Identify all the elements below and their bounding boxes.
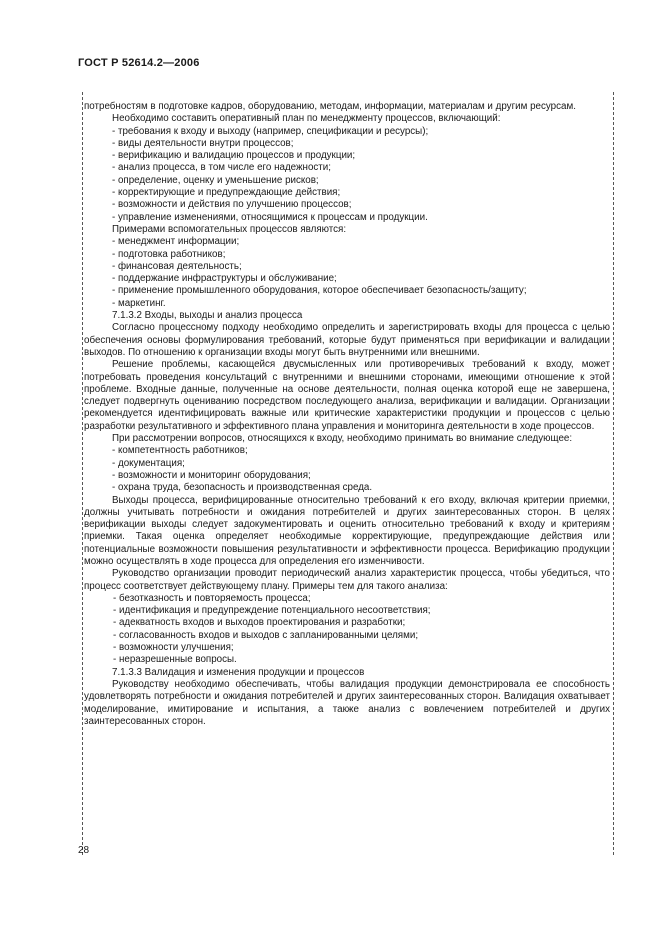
list-item: - идентификация и предупреждение потенциального несоответствия; — [113, 605, 431, 617]
document-header: ГОСТ Р 52614.2—2006 — [78, 57, 200, 69]
section-heading: 7.1.3.2 Входы, выходы и анализ процесса — [112, 310, 303, 322]
list-item: - документация; — [112, 457, 185, 469]
paragraph: Руководство организации проводит периодический анализ характеристик процесса, чтобы убедиться, что процесс соответствует действующему плану. Примеры тем для такого анализа: — [84, 568, 610, 592]
list-item: - возможности и действия по улучшению процессов; — [112, 199, 352, 211]
paragraph: При рассмотрении вопросов, относящихся к входу, необходимо принимать во внимание следующее: — [112, 433, 573, 445]
paragraph: потребностям в подготовке кадров, оборудованию, методам, информации, материалам и другим ресурсам. — [84, 101, 576, 112]
paragraph: Выходы процесса, верифицированные относительно требований к его входу, включая критерии приемки, должны учитывать потребности и ожидания потребителей и других заинтересованных сторон. В целях верификации выходы следует задокументировать и оценить относительно требований к входу и критериям приемки. Такая оценка определяет необходимые корректирующие, предупреждающие действия или потенциальные возможности повышения результативности и эффективности процесса. Верификацию продукции можно осуществлять в ходе процесса для определения его изменчивости. — [84, 494, 610, 567]
list-item: - верификацию и валидацию процессов и продукции; — [112, 150, 356, 162]
list-item: - управление изменениями, относящимися к процессам и продукции. — [112, 211, 428, 223]
left-margin-line — [82, 92, 83, 855]
list-item: - финансовая деятельность; — [112, 260, 242, 272]
list-item: - маркетинг. — [112, 297, 166, 309]
list-item: - охрана труда, безопасность и производственная среда. — [112, 482, 373, 494]
section-heading: 7.1.3.3 Валидация и изменения продукции и процессов — [112, 666, 365, 678]
list-item: - требования к входу и выходу (например, спецификации и ресурсы); — [112, 125, 429, 137]
list-item: - анализ процесса, в том числе его надежности; — [112, 162, 331, 174]
list-item: - возможности улучшения; — [113, 642, 234, 654]
list-item: - менеджмент информации; — [112, 236, 240, 248]
list-item: - применение промышленного оборудования, которое обеспечивает безопасность/защиту; — [112, 285, 527, 297]
list-item: - неразрешенные вопросы. — [113, 654, 237, 666]
paragraph: Необходимо составить оперативный план по менеджменту процессов, включающий: — [112, 113, 501, 125]
document-body — [84, 101, 610, 728]
list-item: - виды деятельности внутри процессов; — [112, 137, 294, 149]
list-item: - компетентность работников; — [112, 445, 248, 457]
paragraph: Руководству необходимо обеспечивать, чтобы валидация продукции демонстрировала ее способность удовлетворять потребности и ожидания потребителей и других заинтересованных сторон. Валидация охватывает моделирование, имитирование и испытания, а также анализ с вовлечением потребителей и других заинтересованных сторон. — [84, 678, 610, 727]
list-item: - согласованность входов и выходов с запланированными целями; — [113, 629, 419, 641]
paragraph: Примерами вспомогательных процессов являются: — [112, 223, 347, 235]
right-margin-line — [613, 92, 614, 855]
list-item: - подготовка работников; — [112, 248, 226, 260]
paragraph: Согласно процессному подходу необходимо определить и зарегистрировать входы для процесса с целью обеспечения основы формулирования требований, которые будут применяться при верификации и валидации выходов. По отношению к организации входы могут быть внутренними или внешними. — [84, 322, 610, 358]
list-item: - безотказность и повторяемость процесса; — [113, 592, 311, 604]
list-item: - определение, оценку и уменьшение рисков; — [112, 174, 319, 186]
list-item: - возможности и мониторинг оборудования; — [112, 469, 311, 481]
list-item: - адекватность входов и выходов проектирования и разработки; — [113, 617, 406, 629]
list-item: - корректирующие и предупреждающие действия; — [112, 187, 341, 199]
list-item: - поддержание инфраструктуры и обслуживание; — [112, 273, 337, 285]
page-number: 28 — [78, 845, 90, 856]
paragraph: Решение проблемы, касающейся двусмысленных или противоречивых требований к входу, может потребовать проведения консультаций с внутренними и внешними сторонами, имеющими отношение к этой проблеме. Входные данные, полученные на основе деятельности, полная оценка которой еще не завершена, следует подвергнуть оцениванию посредством последующего анализа, верификации и валидации. Организации рекомендуется идентифицировать важные или критические характеристики продукции и процессов с целью разработки результативного и эффективного плана управления и мониторинга деятельности в ходе процессов. — [84, 359, 610, 432]
